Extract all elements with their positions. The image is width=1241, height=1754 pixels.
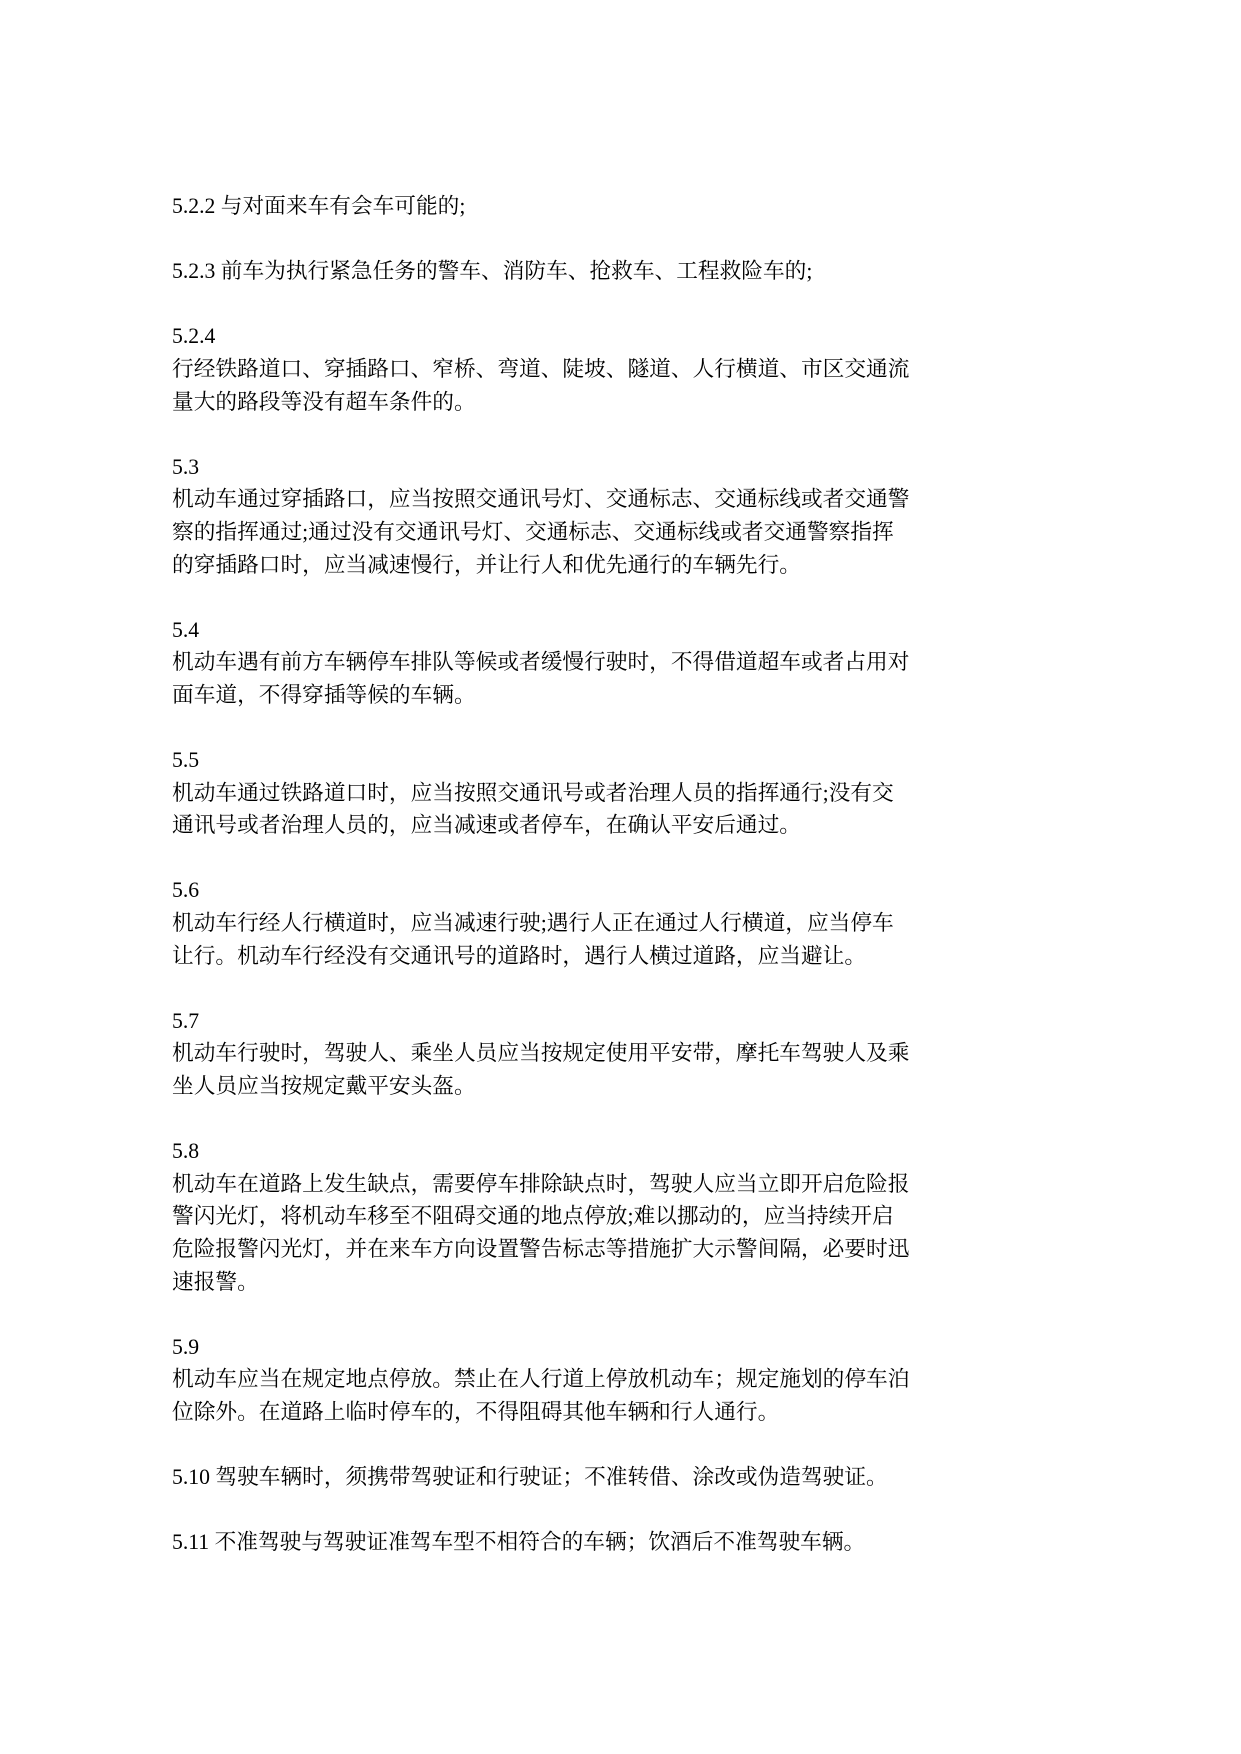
clause-text-line: 机动车通过铁路道口时，应当按照交通讯号或者治理人员的指挥通行;没有交 [172, 780, 894, 805]
clause-text-line: 机动车遇有前方车辆停车排队等候或者缓慢行驶时，不得借道超车或者占用对 [172, 650, 910, 675]
clause-text-line: 位除外。在道路上临时停车的，不得阻碍其他车辆和行人通行。 [172, 1399, 780, 1424]
clause-text-line: 的穿插路口时，应当减速慢行，并让行人和优先通行的车辆先行。 [172, 552, 801, 577]
clause-text: 与对面来车有会车可能的; [220, 194, 466, 218]
clause-text-line: 量大的路段等没有超车条件的。 [172, 389, 476, 414]
clause-text-line: 危险报警闪光灯，并在来车方向设置警告标志等措施扩大示警间隔，必要时迅 [172, 1237, 910, 1261]
clause-5-8 [172, 1135, 1241, 1298]
clause-text-line: 让行。机动车行经没有交通讯号的道路时，遇行人横过道路，应当避让。 [172, 943, 867, 968]
clause-5-2-2 [172, 190, 1241, 223]
clause-number: 5.11 [172, 1530, 210, 1555]
clause-number: 5.2.3 [172, 259, 216, 284]
clause-line [172, 255, 1241, 288]
clause-number: 5.2.2 [172, 194, 216, 218]
clause-number: 5.10 [172, 1465, 210, 1490]
clause-text-line: 察的指挥通过;通过没有交通讯号灯、交通标志、交通标线或者交通警察指挥 [172, 519, 894, 544]
clause-5-11 [172, 1526, 1241, 1559]
clause-number: 5.8 [172, 1139, 200, 1164]
clause-text-line: 面车道，不得穿插等候的车辆。 [172, 682, 476, 707]
clause-5-3 [172, 451, 1241, 581]
clause-text-line: 坐人员应当按规定戴平安头盔。 [172, 1074, 476, 1099]
clause-text-line: 机动车在道路上发生缺点，需要停车排除缺点时，驾驶人应当立即开启危险报 [172, 1171, 910, 1196]
clause-number: 5.3 [172, 454, 200, 479]
clause-text-line: 行经铁路道口、穿插路口、窄桥、弯道、陡坡、隧道、人行横道、市区交通流 [172, 356, 910, 381]
clause-text: 前车为执行紧急任务的警车、消防车、抢救车、工程救险车的; [220, 259, 813, 284]
clause-line [172, 1526, 1241, 1559]
clause-text: 不准驾驶与驾驶证准驾车型不相符合的车辆；饮酒后不准驾驶车辆。 [214, 1530, 866, 1555]
clause-text-line: 机动车行经人行横道时，应当减速行驶;遇行人正在通过人行横道，应当停车 [172, 911, 894, 936]
clause-line [172, 190, 1241, 223]
clause-text-line: 机动车通过穿插路口，应当按照交通讯号灯、交通标志、交通标线或者交通警 [172, 487, 910, 512]
clause-number: 5.4 [172, 617, 200, 642]
clause-5-5 [172, 744, 1241, 842]
clause-5-9 [172, 1331, 1241, 1429]
clause-number: 5.7 [172, 1008, 200, 1033]
clause-line [172, 1461, 1241, 1494]
clause-text-line: 警闪光灯，将机动车移至不阻碍交通的地点停放;难以挪动的，应当持续开启 [172, 1204, 894, 1229]
clause-5-6 [172, 874, 1241, 972]
clause-number: 5.9 [172, 1334, 200, 1359]
clause-text-line: 通讯号或者治理人员的，应当减速或者停车，在确认平安后通过。 [172, 813, 801, 838]
clause-number: 5.6 [172, 878, 200, 903]
clause-text: 驾驶车辆时，须携带驾驶证和行驶证；不准转借、涂改或伪造驾驶证。 [215, 1465, 888, 1490]
clause-number: 5.5 [172, 748, 200, 773]
clause-text-line: 速报警。 [172, 1269, 259, 1294]
clause-text-line: 机动车应当在规定地点停放。禁止在人行道上停放机动车；规定施划的停车泊 [172, 1367, 910, 1392]
clause-5-2-4 [172, 320, 1241, 418]
clause-number: 5.2.4 [172, 324, 216, 349]
clause-text-line: 机动车行驶时，驾驶人、乘坐人员应当按规定使用平安带，摩托车驾驶人及乘 [172, 1041, 910, 1066]
clause-5-2-3 [172, 255, 1241, 288]
clause-5-10 [172, 1461, 1241, 1494]
clause-5-4 [172, 614, 1241, 712]
clause-5-7 [172, 1005, 1241, 1103]
